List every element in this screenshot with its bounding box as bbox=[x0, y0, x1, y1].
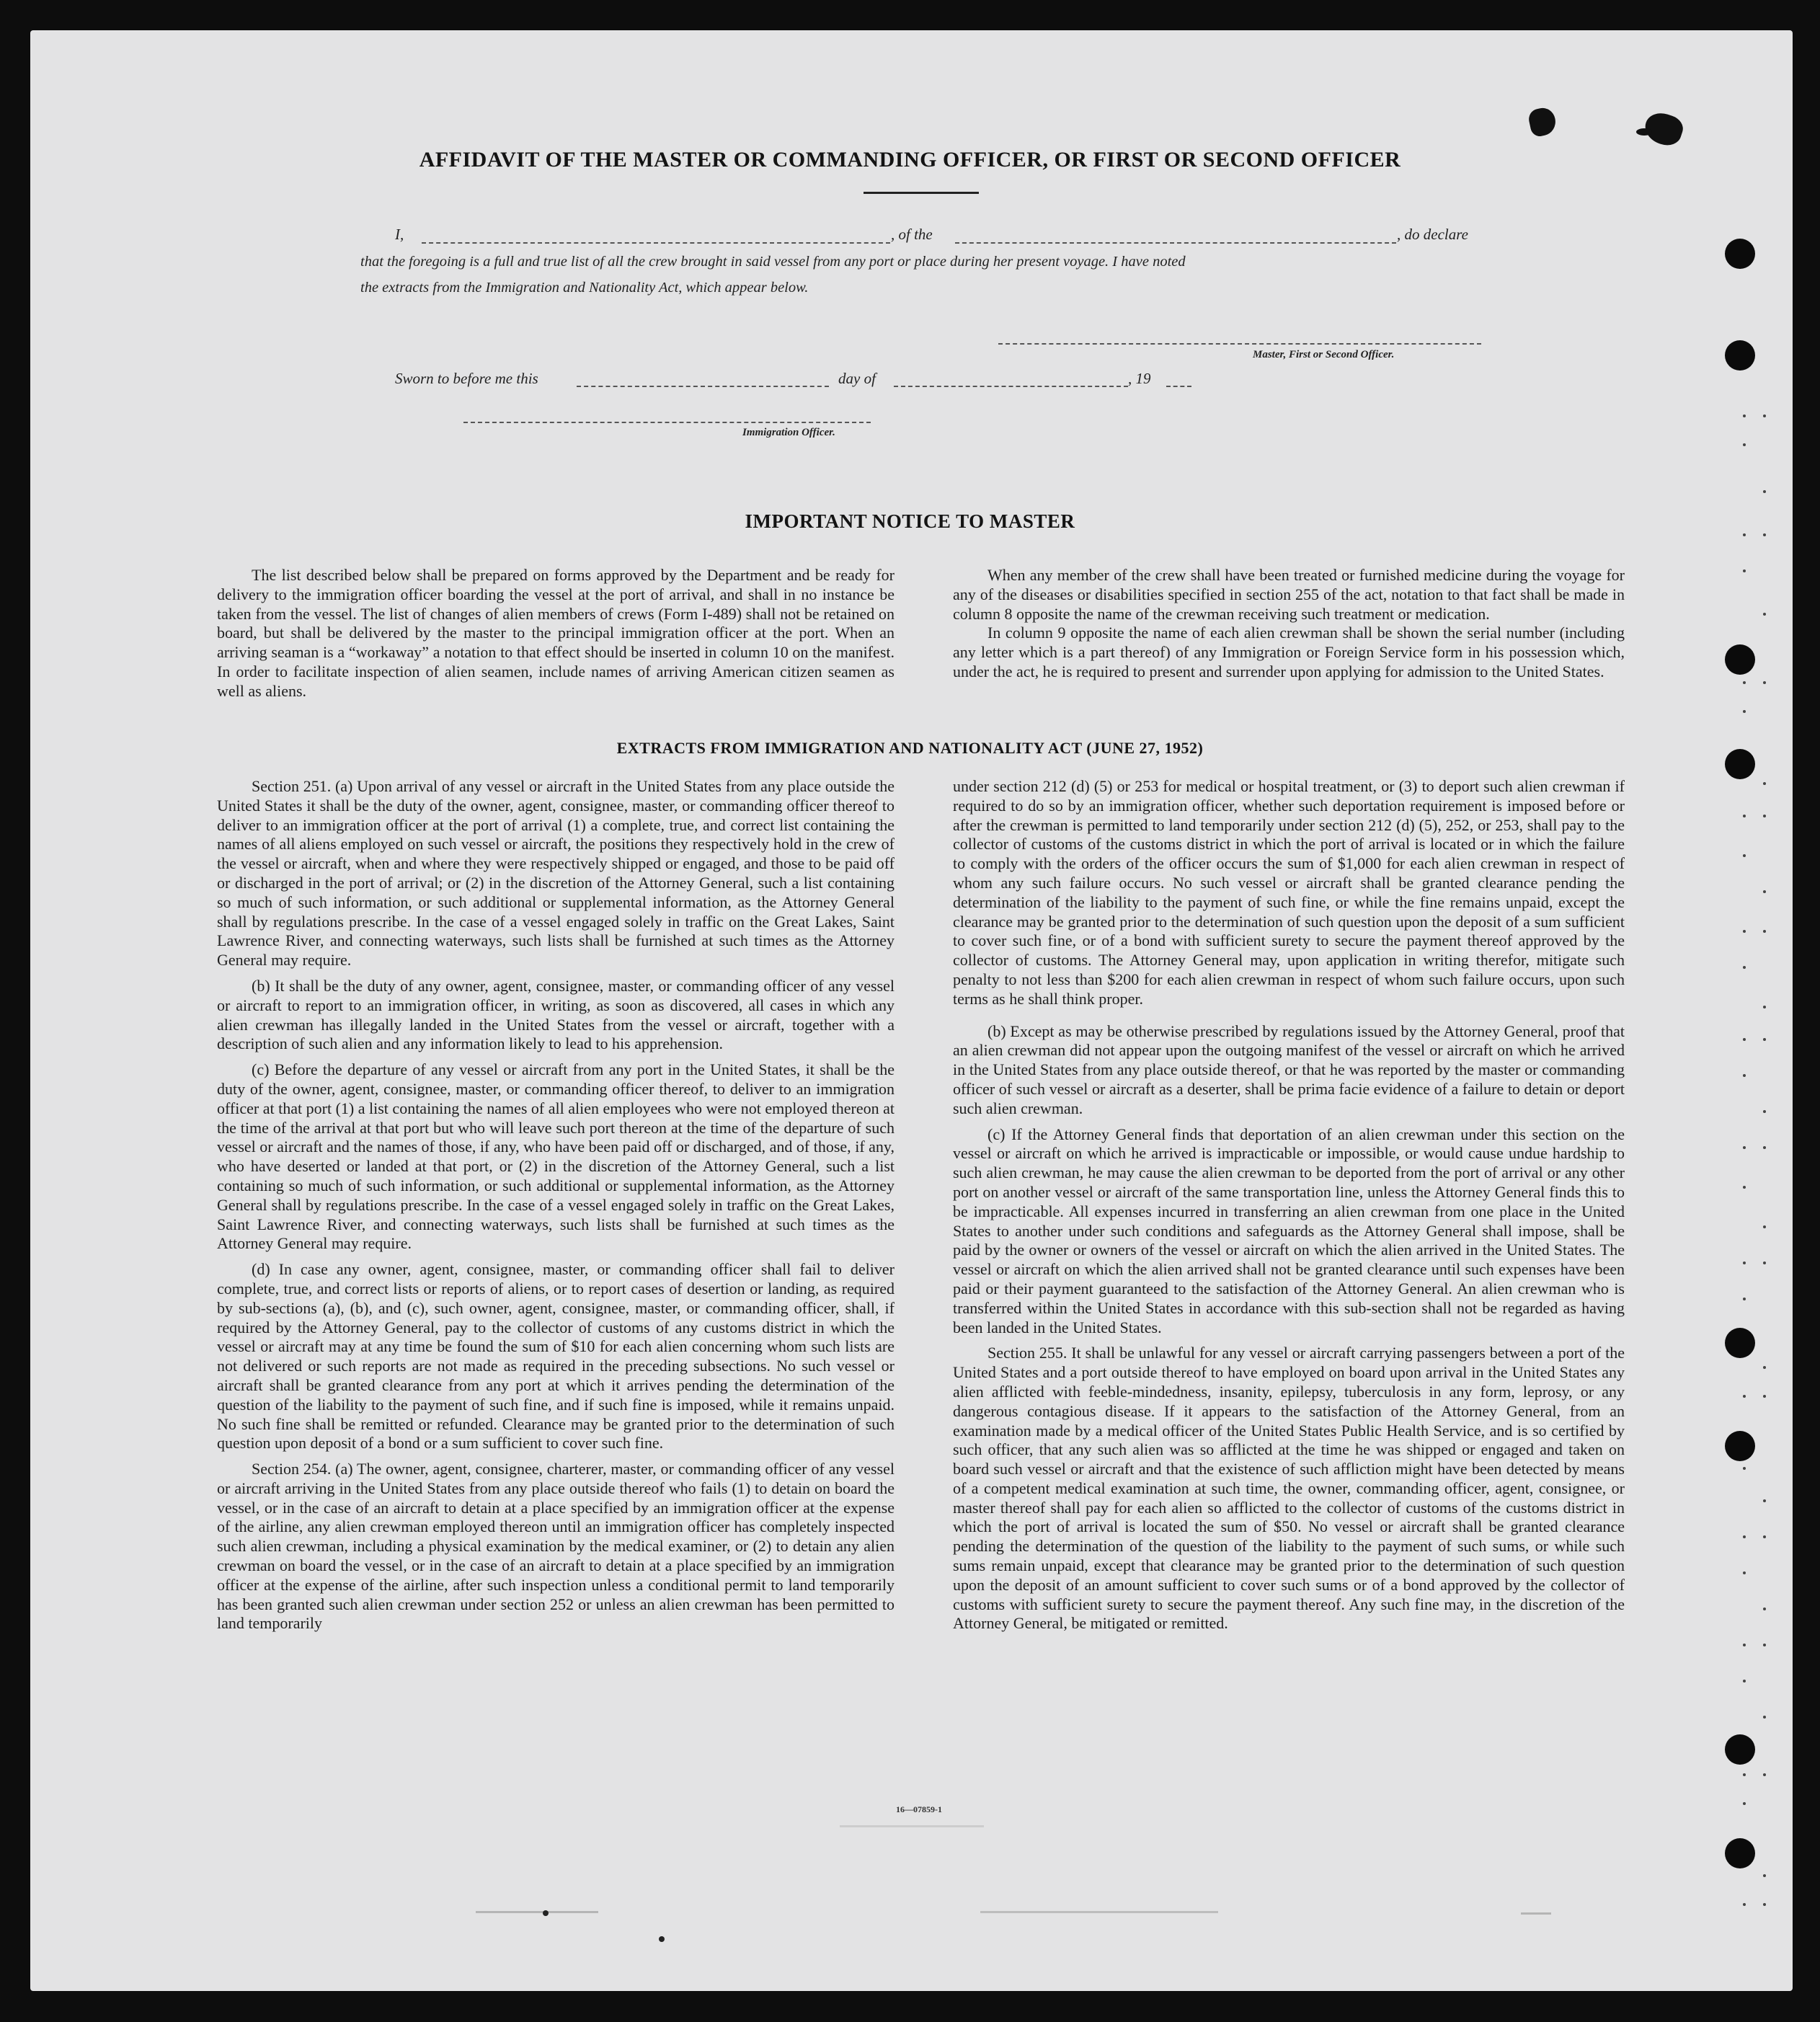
margin-dot bbox=[1743, 533, 1746, 536]
margin-dot bbox=[1743, 414, 1746, 417]
margin-dot bbox=[1743, 1074, 1746, 1077]
margin-dot bbox=[1743, 681, 1746, 684]
margin-dot bbox=[1743, 1773, 1746, 1776]
i-label: I, bbox=[395, 226, 404, 243]
margin-dot bbox=[1743, 966, 1746, 969]
section-254-a-continued: under section 212 (d) (5) or 253 for medical or hospital treatment, or (3) to deport such alien crewman if required to do so by an immigration officer, whether such deportation requirement is imposed before or after the crewman is permitted to land temporarily under section 212 (d) (5), 252, or 253, shall pay to the collector of customs of the customs district in which the port of arrival is located or in which the failure to comply with the orders of the officer occurs the sum of $1,000 for each alien crewman in respect of whom any such failure occurs. No such vessel or aircraft shall be granted clearance pending the determination of the liability to the payment of such fine, or while the fine remains unpaid, except the clearance may be granted prior to the determination of such question upon the deposit of a sum sufficient to cover such fine, or of a bond with sufficient surety to secure the payment thereof approved by the collector of customs. The Attorney General may, upon application in writing therefor, mitigate such penalty to not less than $200 for each alien crewman in respect of whom such failure occurs, upon such terms as he shall think proper. bbox=[953, 777, 1625, 1008]
section-251-b: (b) It shall be the duty of any owner, agent, consignee, master, or commanding officer of any vessel or aircraft to report to an immigration officer, in writing, as soon as discovered, all cases in which any alien crewman has illegally landed in the United States from the vessel or aircraft, together with a description of such alien and any information likely to lead to his apprehension. bbox=[217, 976, 895, 1053]
sworn-day-blank-line bbox=[577, 386, 829, 387]
month-blank-line bbox=[894, 386, 1128, 387]
section-255: Section 255. It shall be unlawful for any vessel or aircraft carrying passengers between a port of the United States and a port outside thereof to have employed on board upon arrival in the United States any alien afflicted with feeble-mindedness, insanity, epilepsy, tuberculosis in any form, leprosy, or any dangerous contagious disease. If it appears to the satisfaction of the Attorney General, from an examination made by a medical officer of the United States Public Health Service, and is so certified by such officer, that any such alien was so afflicted at the time he was shipped or engaged and taken on board such vessel or aircraft and that the existence of such affliction might have been detected by means of a competent medical examination at such time, the owner, commanding officer, agent, consignee, or master thereof shall pay for each alien so afflicted to the collector of customs of the customs district in which the port of arrival is located the sum of $50. No vessel or aircraft shall be granted clearance pending the determination of the question of the liability to the payment of such sums, or while such sums remain unpaid, except that clearance may be granted prior to the determination of such question upon the deposit of an amount sufficient to cover such sums or of a bond approved by the collector of customs with sufficient surety to secure the payment thereof. Any such fine may, in the discretion of the Attorney General, be mitigated or remitted. bbox=[953, 1344, 1625, 1633]
margin-dot bbox=[1763, 1110, 1766, 1113]
notice-right-column bbox=[953, 566, 1625, 682]
punch-hole bbox=[1725, 644, 1755, 675]
vessel-blank-line bbox=[955, 242, 1396, 244]
stray-dot bbox=[543, 1910, 549, 1916]
margin-dot bbox=[1763, 1644, 1766, 1646]
punch-hole bbox=[1725, 340, 1755, 371]
master-signature-label: Master, First or Second Officer. bbox=[1253, 349, 1395, 360]
margin-dot bbox=[1743, 854, 1746, 857]
section-251-c: (c) Before the departure of any vessel or aircraft from any port in the United States, it shall be the duty of the owner, agent, consignee, master, or commanding officer thereof, to deliver to an immigration officer at that port (1) a list containing the names of all alien employees who were not employed thereon at the time of the arrival at that port but who will leave such port thereon at the time of the departure of such vessel or aircraft and the names of those, if any, who have been paid off or discharged, and of those, if any, who have deserted or landed at that port, or (2) in the discretion of the Attorney General, such a list containing so much of such information, or such additional or supplemental information, as the Attorney General shall by regulations prescribe. In the case of a vessel engaged solely in traffic on the Great Lakes, Saint Lawrence River, and connecting waterways, such lists shall be furnished at such times as the Attorney General may require. bbox=[217, 1060, 895, 1253]
margin-dot bbox=[1763, 1874, 1766, 1877]
margin-dot bbox=[1743, 1146, 1746, 1149]
section-254-c: (c) If the Attorney General finds that deportation of an alien crewman under this section on the vessel or aircraft on which he arrived is impracticable or impossible, or would cause undue hardship to such alien crewman, he may cause the alien crewman to be deported from the port of arrival or any other port on another vessel or aircraft of the same transportation line, unless the Attorney General finds this to be impracticable. All expenses incurred in transferring an alien crewman from one place in the United States to another under such conditions and safeguards as the Attorney General shall impose, shall be paid by the owner or owners of the vessel or aircraft on which the alien arrived in the United States. The vessel or aircraft on which the alien arrived shall not be granted clearance until such expenses have been paid or their payment guaranteed to the satisfaction of the Attorney General. An alien crewman who is transferred within the United States in accordance with this sub-section shall not be regarded as having been landed in the United States. bbox=[953, 1125, 1625, 1336]
statement-line-1: that the foregoing is a full and true list of all the crew brought in said vessel from any port or place during her present voyage. I have noted bbox=[360, 254, 1186, 270]
margin-dot bbox=[1763, 681, 1766, 684]
margin-dot bbox=[1763, 1038, 1766, 1041]
section-251-d: (d) In case any owner, agent, consignee, master, or commanding officer shall fail to deliver complete, true, and correct lists or reports of aliens, or to report cases of desertion or landing, as required by sub-sections (a), (b), and (c), such owner, agent, consignee, master, or commanding officer, shall, if required by the Attorney General, pay to the collector of customs of any customs district in which the vessel or aircraft may at any time be found the sum of $10 for each alien concerning whom such lists are not delivered or such reports are not made as required in the preceding subsections. No such vessel or aircraft shall be granted clearance from any port at which it arrives pending the determination of the question of the liability to the payment of such fine, and if such fine is imposed, while it remains unpaid. No such fine shall be remitted or refunded. Clearance may be granted prior to the determination of such question upon deposit of a bond or a sum sufficient to cover such fine. bbox=[217, 1260, 895, 1453]
margin-dot bbox=[1743, 1680, 1746, 1682]
margin-dot bbox=[1763, 1006, 1766, 1008]
immigration-officer-label: Immigration Officer. bbox=[742, 427, 835, 438]
punch-hole bbox=[1725, 239, 1755, 269]
margin-dot bbox=[1763, 1716, 1766, 1719]
margin-dot bbox=[1743, 930, 1746, 933]
margin-dot bbox=[1763, 490, 1766, 493]
margin-dot bbox=[1763, 414, 1766, 417]
margin-dot bbox=[1763, 1903, 1766, 1906]
margin-dot bbox=[1743, 710, 1746, 713]
day-of-label: day of bbox=[838, 370, 876, 387]
title-rule bbox=[864, 192, 979, 194]
extracts-right-column bbox=[953, 777, 1625, 1633]
margin-dot bbox=[1743, 1261, 1746, 1264]
margin-dot bbox=[1743, 1467, 1746, 1470]
year-blank-line bbox=[1166, 386, 1191, 387]
margin-dot bbox=[1743, 1038, 1746, 1041]
margin-dot bbox=[1763, 1608, 1766, 1610]
margin-dot bbox=[1743, 1298, 1746, 1300]
punch-hole bbox=[1725, 1328, 1755, 1358]
section-251-a: Section 251. (a) Upon arrival of any vessel or aircraft in the United States from any place outside the United States it shall be the duty of the owner, agent, consignee, master, or commanding officer thereof to deliver to an immigration officer at the port of arrival (1) a complete, true, and correct list containing the names of all aliens employed on such vessel or aircraft, the positions they respectively hold in the crew of the vessel or aircraft, when and where they were respectively shipped or engaged, and those to be paid off or discharged in the port of arrival; or (2) in the discretion of the Attorney General, such a list containing so much of such information, or such additional or supplemental information, as the Attorney General shall by regulations prescribe. In the case of a vessel engaged solely in traffic on the Great Lakes, Saint Lawrence River, and connecting waterways, such lists shall be furnished at such times as the Attorney General may require. bbox=[217, 777, 895, 970]
margin-dot bbox=[1743, 1395, 1746, 1398]
bleed-through-mark bbox=[1521, 1912, 1551, 1915]
margin-dot bbox=[1743, 1571, 1746, 1574]
stray-dot bbox=[659, 1936, 665, 1942]
extracts-left-column bbox=[217, 777, 895, 1633]
bleed-through-mark bbox=[840, 1825, 984, 1827]
notice-title: IMPORTANT NOTICE TO MASTER bbox=[745, 510, 1075, 532]
punch-hole bbox=[1725, 1431, 1755, 1461]
notice-left-paragraph: The list described below shall be prepared on forms approved by the Department and be ready for delivery to the immigration officer boarding the vessel at the port of arrival, and shall in no instance be taken from the vessel. The list of changes of alien members of crews (Form I-489) shall not be retained on board, but shall be delivered by the master to the principal immigration officer at the port. When an arriving seaman is a “workaway” a notation to that effect should be inserted in column 10 on the manifest. In order to facilitate inspection of alien seamen, include names of arriving American citizen seamen as well as aliens. bbox=[217, 566, 895, 700]
of-the-label: , of the bbox=[891, 226, 933, 243]
margin-dot bbox=[1763, 533, 1766, 536]
section-254-a: Section 254. (a) The owner, agent, consignee, charterer, master, or commanding officer of any vessel or aircraft arriving in the United States from any place outside thereof who fails (1) to detain on board the vessel, or in the case of an aircraft to detain at a place specified by an immigration officer at the expense of the airline, any alien crewman employed thereon until an immigration officer has completely inspected such alien crewman, including a physical examination by the medical examiner, or (2) to detain any alien crewman on board the vessel, or in the case of an aircraft to detain at a place specified by an immigration officer at the expense of the airline, after such inspection unless a conditional permit to land temporarily has been granted such alien crewman under section 252 or unless an alien crewman has been permitted to land temporarily bbox=[217, 1460, 895, 1633]
extracts-title: EXTRACTS FROM IMMIGRATION AND NATIONALITY ACT (JUNE 27, 1952) bbox=[616, 739, 1204, 757]
notice-right-paragraph-2: In column 9 opposite the name of each alien crewman shall be shown the serial number (including any letter which is a part thereof) of any Immigration or Foreign Service form in his possession which, under the act, he is required to present and surrender upon applying for admission to the United States. bbox=[953, 624, 1625, 680]
margin-dot bbox=[1763, 890, 1766, 893]
name-blank-line bbox=[422, 242, 890, 244]
form-number: 16—07859-1 bbox=[896, 1804, 942, 1814]
affidavit-title: AFFIDAVIT OF THE MASTER OR COMMANDING OFFICER, OR FIRST OR SECOND OFFICER bbox=[419, 148, 1401, 172]
margin-dot bbox=[1763, 1773, 1766, 1776]
year-label: , 19 bbox=[1128, 370, 1151, 387]
section-254-b: (b) Except as may be otherwise prescribed by regulations issued by the Attorney General, proof that an alien crewman did not appear upon the outgoing manifest of the vessel or aircraft on which he arrived in the United States from any place outside thereof, or that he was reported by the master or commanding officer of such vessel or aircraft as a deserter, shall be prima facie evidence of a failure to detain or deport such alien crewman. bbox=[953, 1021, 1625, 1117]
margin-dot bbox=[1763, 815, 1766, 817]
margin-dot bbox=[1743, 1644, 1746, 1646]
notice-left-column bbox=[217, 566, 895, 701]
bleed-through-mark bbox=[980, 1911, 1218, 1913]
ink-blot bbox=[1636, 128, 1652, 136]
bleed-through-mark bbox=[476, 1911, 598, 1913]
margin-dot bbox=[1763, 782, 1766, 785]
margin-dot bbox=[1763, 1395, 1766, 1398]
master-signature-line bbox=[998, 343, 1481, 345]
punch-hole bbox=[1725, 1734, 1755, 1765]
margin-dot bbox=[1763, 1261, 1766, 1264]
margin-dot bbox=[1743, 1802, 1746, 1805]
sworn-label: Sworn to before me this bbox=[395, 370, 538, 387]
statement-line-2: the extracts from the Immigration and Nationality Act, which appear below. bbox=[360, 280, 809, 296]
margin-dot bbox=[1743, 1903, 1746, 1906]
margin-dot bbox=[1743, 1186, 1746, 1189]
margin-dot bbox=[1763, 930, 1766, 933]
margin-dot bbox=[1743, 569, 1746, 572]
margin-dot bbox=[1763, 1535, 1766, 1538]
do-declare-label: , do declare bbox=[1397, 226, 1468, 243]
margin-dot bbox=[1763, 1366, 1766, 1369]
margin-dot bbox=[1743, 1535, 1746, 1538]
notice-right-paragraph-1: When any member of the crew shall have been treated or furnished medicine during the voyage for any of the diseases or disabilities specified in section 255 of the act, notation to that fact shall be made in column 8 opposite the name of the crewman receiving such treatment or medication. bbox=[953, 566, 1625, 623]
margin-dot bbox=[1763, 1146, 1766, 1149]
margin-dot bbox=[1763, 1225, 1766, 1228]
margin-dot bbox=[1743, 815, 1746, 817]
margin-dot bbox=[1763, 1499, 1766, 1502]
punch-hole bbox=[1725, 1838, 1755, 1868]
immigration-officer-signature-line bbox=[463, 422, 871, 423]
margin-dot bbox=[1743, 443, 1746, 446]
margin-dot bbox=[1763, 613, 1766, 616]
